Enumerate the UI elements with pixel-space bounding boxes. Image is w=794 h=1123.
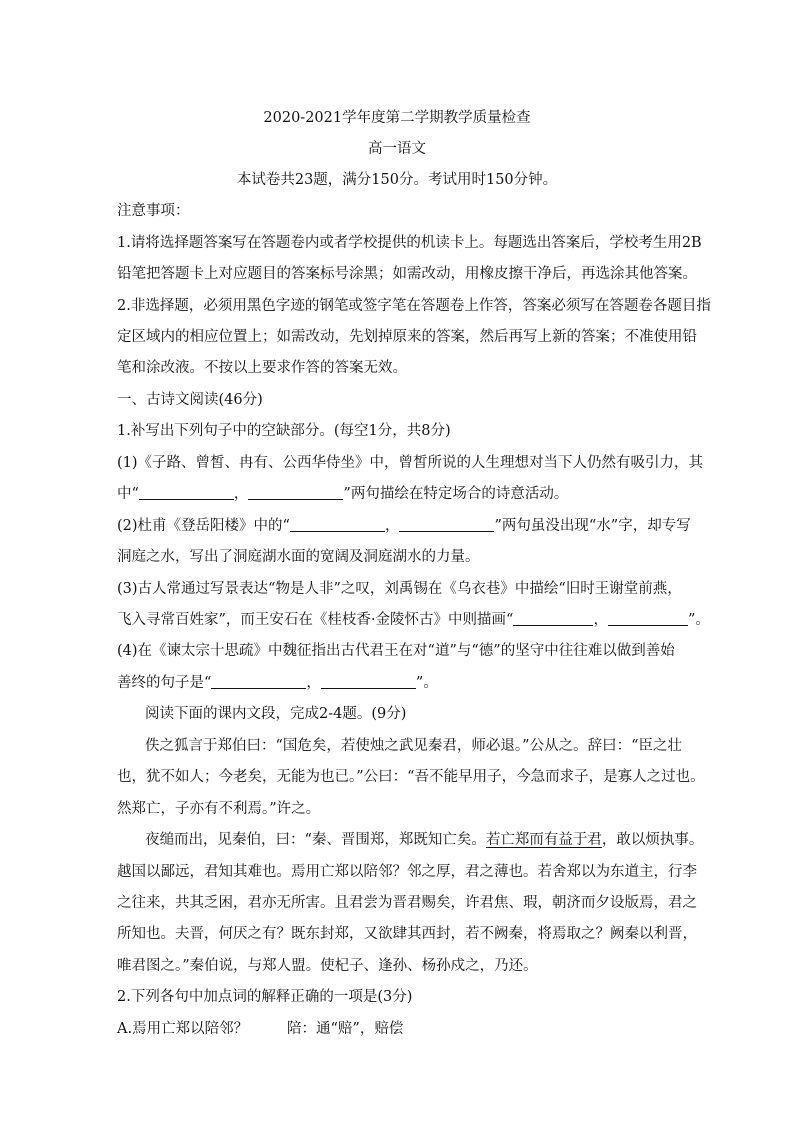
- option-a-explanation: 陪：通“赔”，赔偿: [287, 1021, 404, 1037]
- notice-item-2-line-2: 定区域内的相应位置上；如需改动，先划掉原来的答案，然后再写上新的答案；不准使用铅: [117, 329, 697, 345]
- option-a-sentence: A.焉用亡郑以陪邻？: [117, 1021, 249, 1037]
- text-fragment: 飞入寻常百姓家”，而王安石在《桂枝香·金陵怀古》中则描画“: [117, 612, 514, 628]
- answer-blank[interactable]: [513, 611, 593, 626]
- answer-blank[interactable]: [248, 485, 343, 500]
- passage-paragraph-1-line-3: 然郑亡，子亦有不利焉。”许之。: [117, 801, 321, 817]
- notice-item-1-line-1: 1.请将选择题答案写在答题卷内或者学校提供的机读卡上。每题选出答案后，学校考生用2B: [117, 235, 702, 251]
- passage-paragraph-1-line-2: 也，犹不如人；今老矣，无能为也已。”公曰：“吾不能早用子，今急而求子，是寡人之过也。: [117, 769, 705, 785]
- text-fragment: ”。: [415, 675, 438, 691]
- text-fragment: ，敢以烦执事。: [601, 832, 704, 848]
- answer-blank[interactable]: [290, 517, 385, 532]
- notice-item-1-line-2: 铅笔把答题卡上对应题目的答案标号涂黑；如需改动，用橡皮擦干净后，再选涂其他答案。: [117, 266, 697, 282]
- answer-blank[interactable]: [399, 517, 494, 532]
- question-1-intro: 1.补写出下列句子中的空缺部分。(每空1分，共8分): [117, 423, 451, 439]
- text-fragment: ，: [593, 612, 608, 628]
- passage-paragraph-1-line-1: 佚之狐言于郑伯曰：“国危矣，若使烛之武见秦君，师必退。”公从之。辞曰：“臣之壮: [145, 738, 682, 754]
- question-1-1-line-1: (1)《子路、曾皙、冉有、公西华侍坐》中，曾皙所说的人生理想对当下人仍然有吸引力，其: [117, 455, 704, 471]
- question-1-3-line-2: [117, 608, 710, 629]
- text-fragment: ，: [233, 486, 249, 502]
- faint-watermark: [630, 755, 654, 780]
- section-heading: 一、古诗文阅读(46分): [117, 392, 263, 408]
- passage-paragraph-2-line-2: 越国以鄙远，君知其难也。焉用亡郑以陪邻？邻之厚，君之薄也。若舍郑以为东道主，行李: [117, 864, 697, 880]
- question-1-4-line-2: [117, 671, 438, 692]
- underlined-sentence: 若亡郑而有益于君: [485, 832, 602, 848]
- question-1-1-line-2: [117, 482, 568, 503]
- answer-blank[interactable]: [321, 674, 416, 689]
- passage-paragraph-2-line-5: 唯君图之。”秦伯说，与郑人盟。使杞子、逢孙、杨孙戍之，乃还。: [117, 958, 538, 974]
- question-1-3-line-1: (3)古人常通过写景表达“物是人非”之叹，刘禹锡在《乌衣巷》中描绘“旧时王谢堂前燕，: [117, 581, 682, 597]
- question-1-2-line-2: 洞庭之水，写出了洞庭湖水面的宽阔及洞庭湖水的力量。: [117, 549, 480, 565]
- notice-item-2-line-3: 笔和涂改液。不按以上要求作答的答案无效。: [117, 360, 407, 376]
- exam-title: 2020-2021学年度第二学期教学质量检查: [263, 110, 531, 126]
- text-fragment: ，: [384, 518, 400, 534]
- question-2-option-a: [117, 1017, 403, 1038]
- exam-info: 本试卷共23题，满分150分。考试用时150分钟。: [236, 172, 558, 188]
- text-fragment: ”。: [687, 612, 710, 628]
- notice-heading: 注意事项：: [117, 203, 190, 219]
- passage-paragraph-2-line-1: [145, 828, 703, 849]
- exam-subject: 高一语文: [368, 141, 426, 157]
- text-fragment: ”两句描绘在特定场合的诗意活动。: [343, 486, 569, 502]
- text-fragment: 夜缒而出，见秦伯，曰：“秦、晋围郑，郑既知亡矣。: [145, 832, 486, 848]
- notice-item-2-line-1: 2.非选择题，必须用黑色字迹的钢笔或签字笔在答题卷上作答，答案必须写在答题卷各题目指: [117, 298, 711, 314]
- question-1-4-line-1: (4)在《谏太宗十思疏》中魏征指出古代君王在对“道”与“德”的坚守中往往难以做到善始: [117, 643, 675, 659]
- answer-blank[interactable]: [139, 485, 234, 500]
- text-fragment: ”两句虽没出现“水”字，却专写: [494, 518, 691, 534]
- text-fragment: 中“: [117, 486, 139, 502]
- text-fragment: 善终的句子是“: [117, 675, 212, 691]
- passage-paragraph-2-line-3: 之往来，共其乏困，君亦无所害。且君尝为晋君赐矣，许君焦、瑕，朝济而夕设版焉，君之: [117, 895, 697, 911]
- answer-blank[interactable]: [608, 611, 688, 626]
- text-fragment: ，: [306, 675, 321, 691]
- text-fragment: (2)杜甫《登岳阳楼》中的“: [117, 518, 290, 534]
- question-2-intro: 2.下列各句中加点词的解释正确的一项是(3分): [117, 989, 413, 1005]
- passage-paragraph-2-line-4: 所知也。夫晋，何厌之有？既东封郑，又欲肆其西封，若不阙秦，将焉取之？阙秦以利晋，: [117, 926, 697, 942]
- reading-intro: 阅读下面的课内文段，完成2-4题。(9分): [145, 706, 407, 722]
- question-1-2-line-1: [117, 514, 691, 535]
- answer-blank[interactable]: [211, 674, 306, 689]
